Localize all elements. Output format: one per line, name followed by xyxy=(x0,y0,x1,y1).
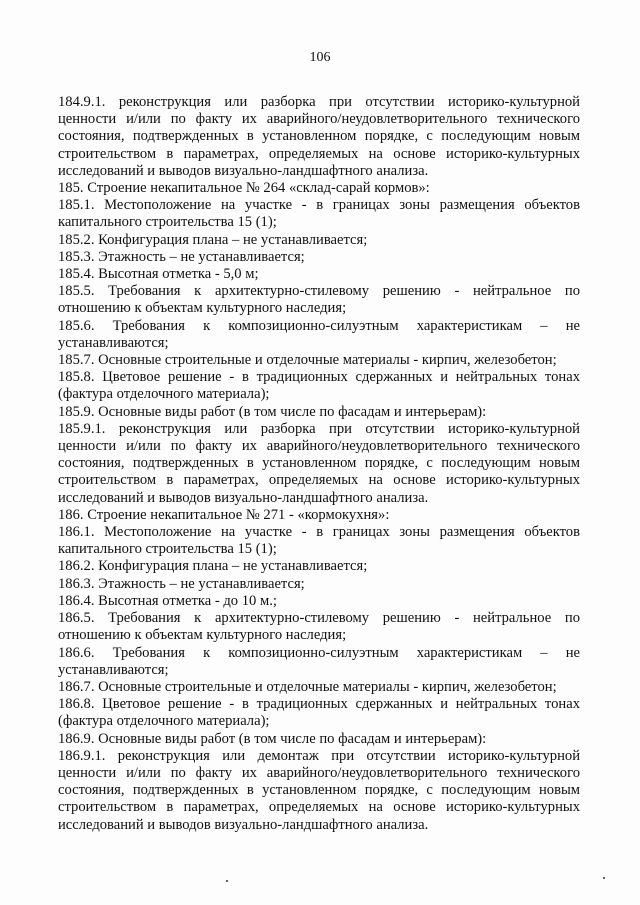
paragraph-185-heading: 185. Строение некапитальное № 264 «склад-сарай кормов»: xyxy=(58,180,430,197)
paragraph-185-7: 185.7. Основные строительные и отделочные материалы - кирпич, железобетон; xyxy=(58,352,557,369)
paragraph-186-heading: 186. Строение некапитальное № 271 - «кормокухня»: xyxy=(58,506,390,523)
paragraph-185-2: 185.2. Конфигурация плана – не устанавливается; xyxy=(58,231,368,248)
paragraph-186-6: 186.6. Требования к композиционно-силуэтным характеристикам – не устанавливаются; xyxy=(58,644,580,678)
paragraph-186-4: 186.4. Высотная отметка - до 10 м.; xyxy=(58,592,277,609)
paragraph-186-9: 186.9. Основные виды работ (в том числе по фасадам и интерьерам): xyxy=(58,730,487,747)
paragraph-185-3: 185.3. Этажность – не устанавливается; xyxy=(58,248,305,265)
paragraph-185-9-1: 185.9.1. реконструкция или разборка при отсутствии историко-культурной ценности и/или по факту их аварийного/неудовлетворительного технического состояния, подтвержденных в установленном порядке, с последующим новым строительством в параметрах, определяемых на основе историко-культурных исследований и выводов визуально-ландшафтного анализа. xyxy=(58,420,580,506)
paragraph-185-4: 185.4. Высотная отметка - 5,0 м; xyxy=(58,266,259,283)
document-body xyxy=(58,94,580,834)
paragraph-186-5: 186.5. Требования к архитектурно-стилевому решению - нейтральное по отношению к объектам культурного наследия; xyxy=(58,610,580,644)
paragraph-186-8: 186.8. Цветовое решение - в традиционных сдержанных и нейтральных тонах (фактура отделочного материала); xyxy=(58,696,580,730)
paragraph-184-9-1: 184.9.1. реконструкция или разборка при отсутствии историко-культурной ценности и/или по факту их аварийного/неудовлетворительного технического состояния, подтвержденных в установленном порядке, с последующим новым строительством в параметрах, определяемых на основе историко-культурных исследований и выводов визуально-ландшафтного анализа. xyxy=(58,94,580,179)
scan-speck xyxy=(226,880,228,882)
paragraph-185-1: 185.1. Местоположение на участке - в границах зоны размещения объектов капитального строительства 15 (1); xyxy=(58,197,580,231)
paragraph-185-6: 185.6. Требования к композиционно-силуэтным характеристикам – не устанавливаются; xyxy=(58,317,580,351)
page-number: 106 xyxy=(309,50,331,65)
paragraph-186-3: 186.3. Этажность – не устанавливается; xyxy=(58,575,305,592)
paragraph-186-9-1: 186.9.1. реконструкция или демонтаж при отсутствии историко-культурной ценности и/или по факту их аварийного/неудовлетворительного технического состояния, подтвержденных в установленном порядке, с последующим новым строительством в параметрах, определяемых на основе историко-культурных исследований и выводов визуально-ландшафтного анализа. xyxy=(58,747,580,833)
paragraph-186-1: 186.1. Местоположение на участке - в границах зоны размещения объектов капитального строительства 15 (1); xyxy=(58,524,580,558)
paragraph-185-5: 185.5. Требования к архитектурно-стилевому решению - нейтральное по отношению к объектам культурного наследия; xyxy=(58,283,580,317)
paragraph-186-2: 186.2. Конфигурация плана – не устанавливается; xyxy=(58,558,368,575)
scan-speck xyxy=(603,877,605,879)
paragraph-186-7: 186.7. Основные строительные и отделочные материалы - кирпич, железобетон; xyxy=(58,678,557,695)
paragraph-185-8: 185.8. Цветовое решение - в традиционных сдержанных и нейтральных тонах (фактура отделочного материала); xyxy=(58,369,580,403)
paragraph-185-9: 185.9. Основные виды работ (в том числе по фасадам и интерьерам): xyxy=(58,403,487,420)
